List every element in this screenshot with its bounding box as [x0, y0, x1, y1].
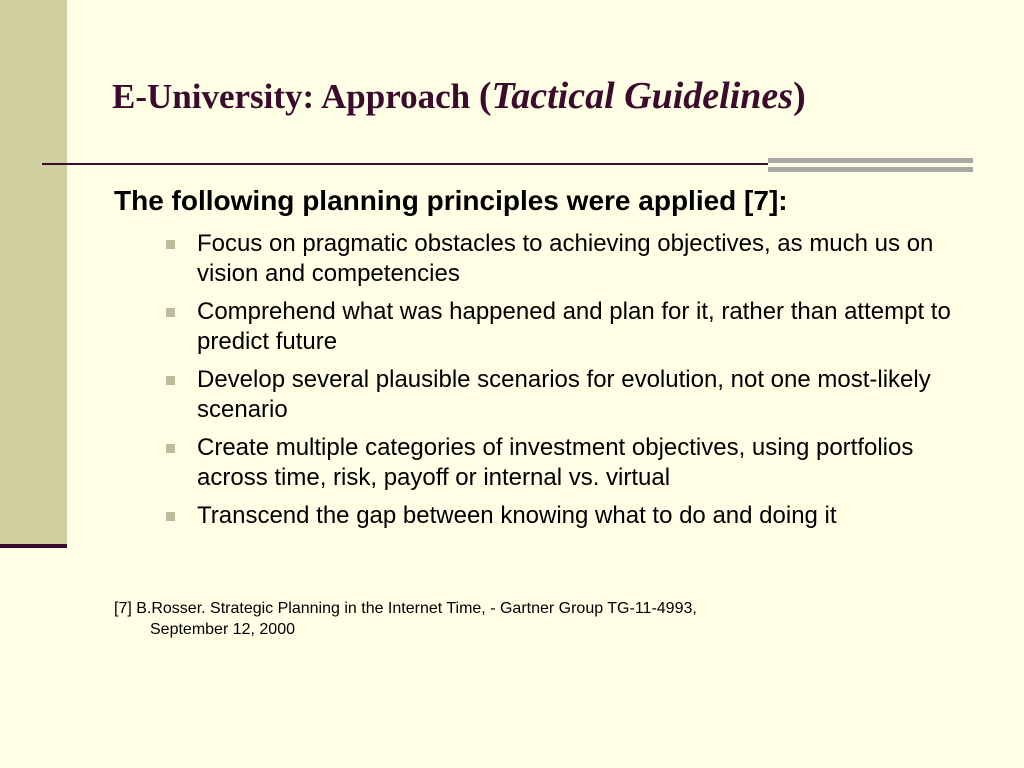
title-main: E-University: Approach — [112, 77, 479, 116]
left-band-rule — [0, 544, 67, 548]
square-bullet-icon — [166, 444, 175, 453]
gray-accent-bars — [768, 158, 973, 172]
bullet-list — [166, 229, 966, 539]
bullet-item — [166, 501, 966, 531]
bullet-item — [166, 297, 966, 357]
title-italic: Tactical Guidelines — [491, 75, 794, 117]
slide-title — [112, 74, 806, 120]
gray-accent-bar-top — [768, 158, 973, 163]
bullet-text: Create multiple categories of investment objectives, using portfolios across time, risk, payoff or internal vs. virtual — [197, 434, 914, 491]
lead-text: The following planning principles were applied [7]: — [114, 185, 788, 216]
gray-accent-bar-bottom — [768, 167, 973, 172]
footnote — [114, 598, 934, 640]
square-bullet-icon — [166, 308, 175, 317]
square-bullet-icon — [166, 512, 175, 521]
title-close-paren: ) — [793, 75, 806, 117]
bullet-text: Focus on pragmatic obstacles to achieving objectives, as much us on vision and competencies — [197, 230, 934, 287]
left-decorative-band — [0, 0, 67, 545]
bullet-item — [166, 433, 966, 493]
square-bullet-icon — [166, 240, 175, 249]
title-open-paren: ( — [478, 75, 492, 117]
bullet-text: Develop several plausible scenarios for evolution, not one most-likely scenario — [197, 366, 931, 423]
footnote-line-1: [7] B.Rosser. Strategic Planning in the Internet Time, - Gartner Group TG-11-4993, — [114, 600, 697, 617]
bullet-text: Transcend the gap between knowing what to do and doing it — [197, 502, 837, 529]
bullet-item — [166, 365, 966, 425]
footnote-line-2: September 12, 2000 — [150, 621, 295, 638]
bullet-text: Comprehend what was happened and plan for it, rather than attempt to predict future — [197, 298, 951, 355]
title-divider — [42, 163, 768, 165]
bullet-item — [166, 229, 966, 289]
square-bullet-icon — [166, 376, 175, 385]
